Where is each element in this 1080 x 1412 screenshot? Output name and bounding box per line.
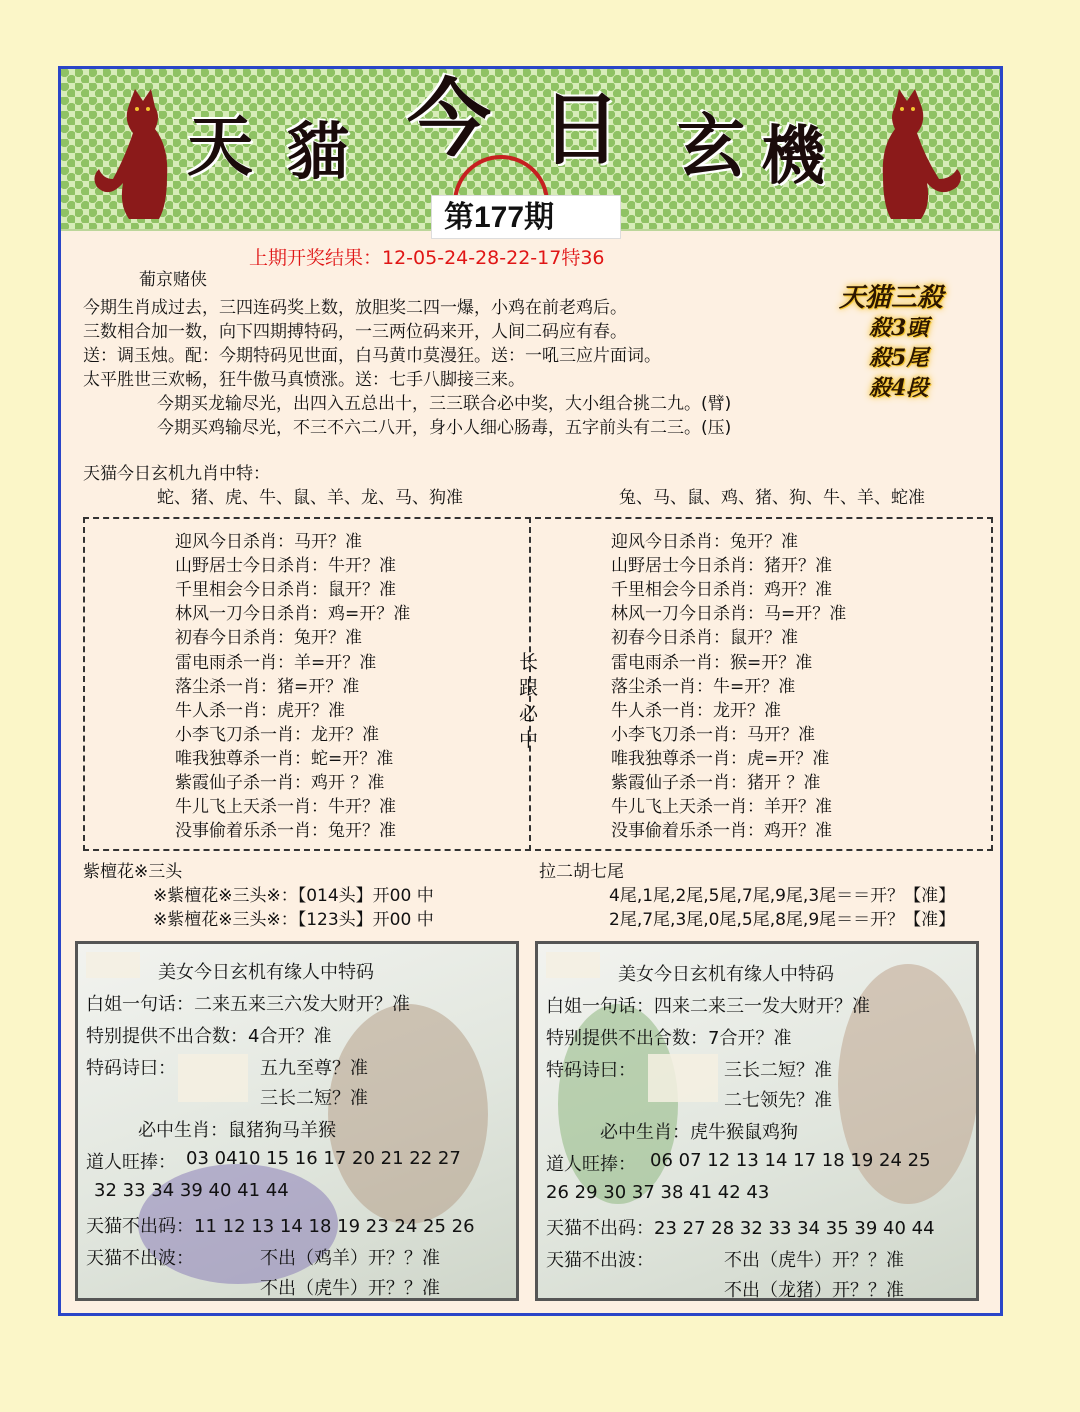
panel-poem-label: 特码诗曰：: [86, 1058, 176, 1079]
panel-not-out-wave: 不出（龙猪）开？？准: [724, 1280, 904, 1301]
poem-line: 今期买鸡输尽光，不三不六二八开，身小人细心肠毒，五字前头有二三。(压): [157, 418, 732, 438]
kill-line: 没事偷着乐杀一肖：兔开？准: [175, 821, 396, 842]
vertical-char: 跟: [519, 677, 539, 699]
panel-not-out-wave: 不出（虎牛）开？？准: [724, 1250, 904, 1271]
kill-line: 牛人杀一肖：龙开？准: [611, 700, 781, 721]
vertical-char: 必: [519, 703, 539, 725]
kill-line: 雷电雨杀一肖：猴=开？准: [611, 652, 813, 673]
seven-tails-line: 2尾,7尾,3尾,0尾,5尾,8尾,9尾＝＝开？【准】: [609, 910, 956, 930]
title-char-6: 機: [761, 119, 825, 194]
kill-line: 千里相会今日杀肖：鸡开？准: [611, 580, 832, 601]
panel-poem-line: 三长二短？准: [724, 1060, 832, 1081]
panel-must-zodiac: 必中生肖：鼠猪狗马羊猴: [138, 1120, 336, 1141]
panel-title: 美女今日玄机有缘人中特码: [158, 962, 374, 983]
seven-tails-line: 4尾,1尾,2尾,5尾,7尾,9尾,3尾＝＝开？【准】: [609, 886, 956, 906]
cat-icon-left: [89, 87, 189, 227]
panel-not-out-wave-label: 天猫不出波：: [86, 1248, 194, 1269]
title-char-4: 日: [541, 82, 621, 176]
header-banner: [61, 69, 1000, 234]
kill-line: 山野居士今日杀肖：猪开？准: [611, 556, 832, 577]
panel-not-out-wave: 不出（鸡羊）开？？准: [260, 1248, 440, 1269]
title-char-1: 天: [187, 107, 253, 185]
three-heads-line: ※紫檀花※三头※：【014头】开00 中: [153, 886, 434, 906]
previous-result: 上期开奖结果：12-05-24-28-22-17特36: [249, 247, 605, 269]
kill-line: 初春今日杀肖：鼠开？准: [611, 628, 798, 649]
panel-not-out-sum: 特别提供不出合数：4合开？准: [86, 1026, 332, 1047]
poem-line: 今期买龙输尽光，出四入五总出十，三三联合必中奖，大小组合挑二九。(臂): [157, 394, 732, 414]
kill-line: 山野居士今日杀肖：牛开？准: [175, 556, 396, 577]
kill-line: 唯我独尊杀一肖：虎=开？准: [611, 748, 830, 769]
panel-daoren-numbers: 32 33 34 39 40 41 44: [94, 1180, 289, 1201]
panel-sentence: 白姐一句话：二来五来三六发大财开？准: [86, 994, 410, 1015]
panel-not-out-sum: 特别提供不出合数：7合开？准: [546, 1028, 792, 1049]
kill-line: 千里相会今日杀肖：鼠开？准: [175, 580, 396, 601]
three-heads-line: ※紫檀花※三头※：【123头】开00 中: [153, 910, 434, 930]
kill-box-line: 殺4段: [869, 375, 929, 401]
kill-line: 林风一刀今日杀肖：鸡=开？准: [175, 604, 411, 625]
nine-zodiac-heading: 天猫今日玄机九肖中特：: [83, 464, 270, 484]
vertical-char: 中: [519, 729, 539, 751]
panel-left: [75, 941, 519, 1301]
kill-line: 林风一刀今日杀肖：马=开？准: [611, 604, 847, 625]
poem-author: 葡京赌侠: [139, 270, 207, 290]
vertical-char: 长: [519, 651, 539, 673]
kill-line: 小李飞刀杀一肖：龙开？准: [175, 724, 379, 745]
kill-line: 迎风今日杀肖：马开？准: [175, 532, 362, 552]
panel-daoren-numbers: 06 07 12 13 14 17 18 19 24 25: [650, 1150, 931, 1171]
panel-poem-line: 三长二短？准: [260, 1088, 368, 1109]
seven-tails-title: 拉二胡七尾: [539, 862, 624, 882]
panel-poem-line: 五九至尊？准: [260, 1058, 368, 1079]
three-heads-title: 紫檀花※三头: [83, 862, 183, 882]
title-char-5: 玄: [677, 107, 746, 187]
poem-line: 送：调玉烛。配：今期特码见世面，白马黄巾莫漫狂。送：一吼三应片面词。: [83, 346, 661, 366]
panel-daoren-label: 道人旺捧：: [86, 1152, 176, 1173]
panel-poem-line: 二七领先？准: [724, 1090, 832, 1111]
kill-line: 唯我独尊杀一肖：蛇=开？准: [175, 748, 394, 769]
panel-poem-label: 特码诗曰：: [546, 1060, 636, 1081]
issue-number: 第177期: [431, 195, 621, 239]
panel-not-out-wave-label: 天猫不出波：: [546, 1250, 654, 1271]
poem-line: 三数相合加一数，向下四期搏特码，一三两位码来开，人间二码应有春。: [83, 322, 627, 342]
kill-line: 迎风今日杀肖：兔开？准: [611, 532, 798, 552]
poem-line: 太平胜世三欢畅，狂牛傲马真愤涨。送：七手八脚接三来。: [83, 370, 525, 390]
panel-right: [535, 941, 979, 1301]
panel-must-zodiac: 必中生肖：虎牛猴鼠鸡狗: [600, 1122, 798, 1143]
kill-line: 牛人杀一肖：虎开？准: [175, 700, 345, 721]
kill-line: 落尘杀一肖：牛=开？准: [611, 676, 796, 697]
kill-line: 紫霞仙子杀一肖：鸡开 ？准: [175, 773, 385, 793]
panel-not-out-code: 天猫不出码：23 27 28 32 33 34 35 39 40 44: [546, 1218, 935, 1239]
nine-zodiac-right: 兔、马、鼠、鸡、猪、狗、牛、羊、蛇准: [619, 488, 925, 508]
panel-not-out-wave: 不出（虎牛）开？？准: [260, 1278, 440, 1299]
title-char-2: 貓: [287, 115, 350, 188]
title-char-3: 今: [407, 69, 492, 168]
nine-zodiac-left: 蛇、猪、虎、牛、鼠、羊、龙、马、狗准: [157, 488, 463, 508]
cat-icon-right: [861, 87, 971, 227]
panel-daoren-label: 道人旺捧：: [546, 1154, 636, 1175]
poem-line: 今期生肖成过去，三四连码奖上数，放胆奖二四一爆，小鸡在前老鸡后。: [83, 298, 627, 318]
kill-box: [839, 277, 979, 401]
kill-box-title: 天猫三殺: [839, 283, 944, 313]
kill-line: 牛儿飞上天杀一肖：牛开？准: [175, 797, 396, 818]
kill-line: 落尘杀一肖：猪=开？准: [175, 676, 360, 697]
panel-not-out-code: 天猫不出码：11 12 13 14 18 19 23 24 25 26: [86, 1216, 475, 1237]
panel-title: 美女今日玄机有缘人中特码: [618, 964, 834, 985]
kill-line: 雷电雨杀一肖：羊=开？准: [175, 652, 377, 673]
panel-sentence: 白姐一句话：四来二来三一发大财开？准: [546, 996, 870, 1017]
kill-box-line: 殺5尾: [869, 345, 929, 371]
kill-box-line: 殺3頭: [869, 315, 929, 341]
panel-daoren-numbers: 26 29 30 37 38 41 42 43: [546, 1182, 770, 1203]
page-frame: [58, 66, 1003, 1316]
kill-line: 没事偷着乐杀一肖：鸡开？准: [611, 821, 832, 842]
kill-line: 小李飞刀杀一肖：马开？准: [611, 724, 815, 745]
panel-daoren-numbers: 03 0410 15 16 17 20 21 22 27: [186, 1148, 461, 1169]
kill-line: 紫霞仙子杀一肖：猪开 ？准: [611, 773, 821, 793]
kill-line: 牛儿飞上天杀一肖：羊开？准: [611, 797, 832, 818]
kill-line: 初春今日杀肖：兔开？准: [175, 628, 362, 649]
